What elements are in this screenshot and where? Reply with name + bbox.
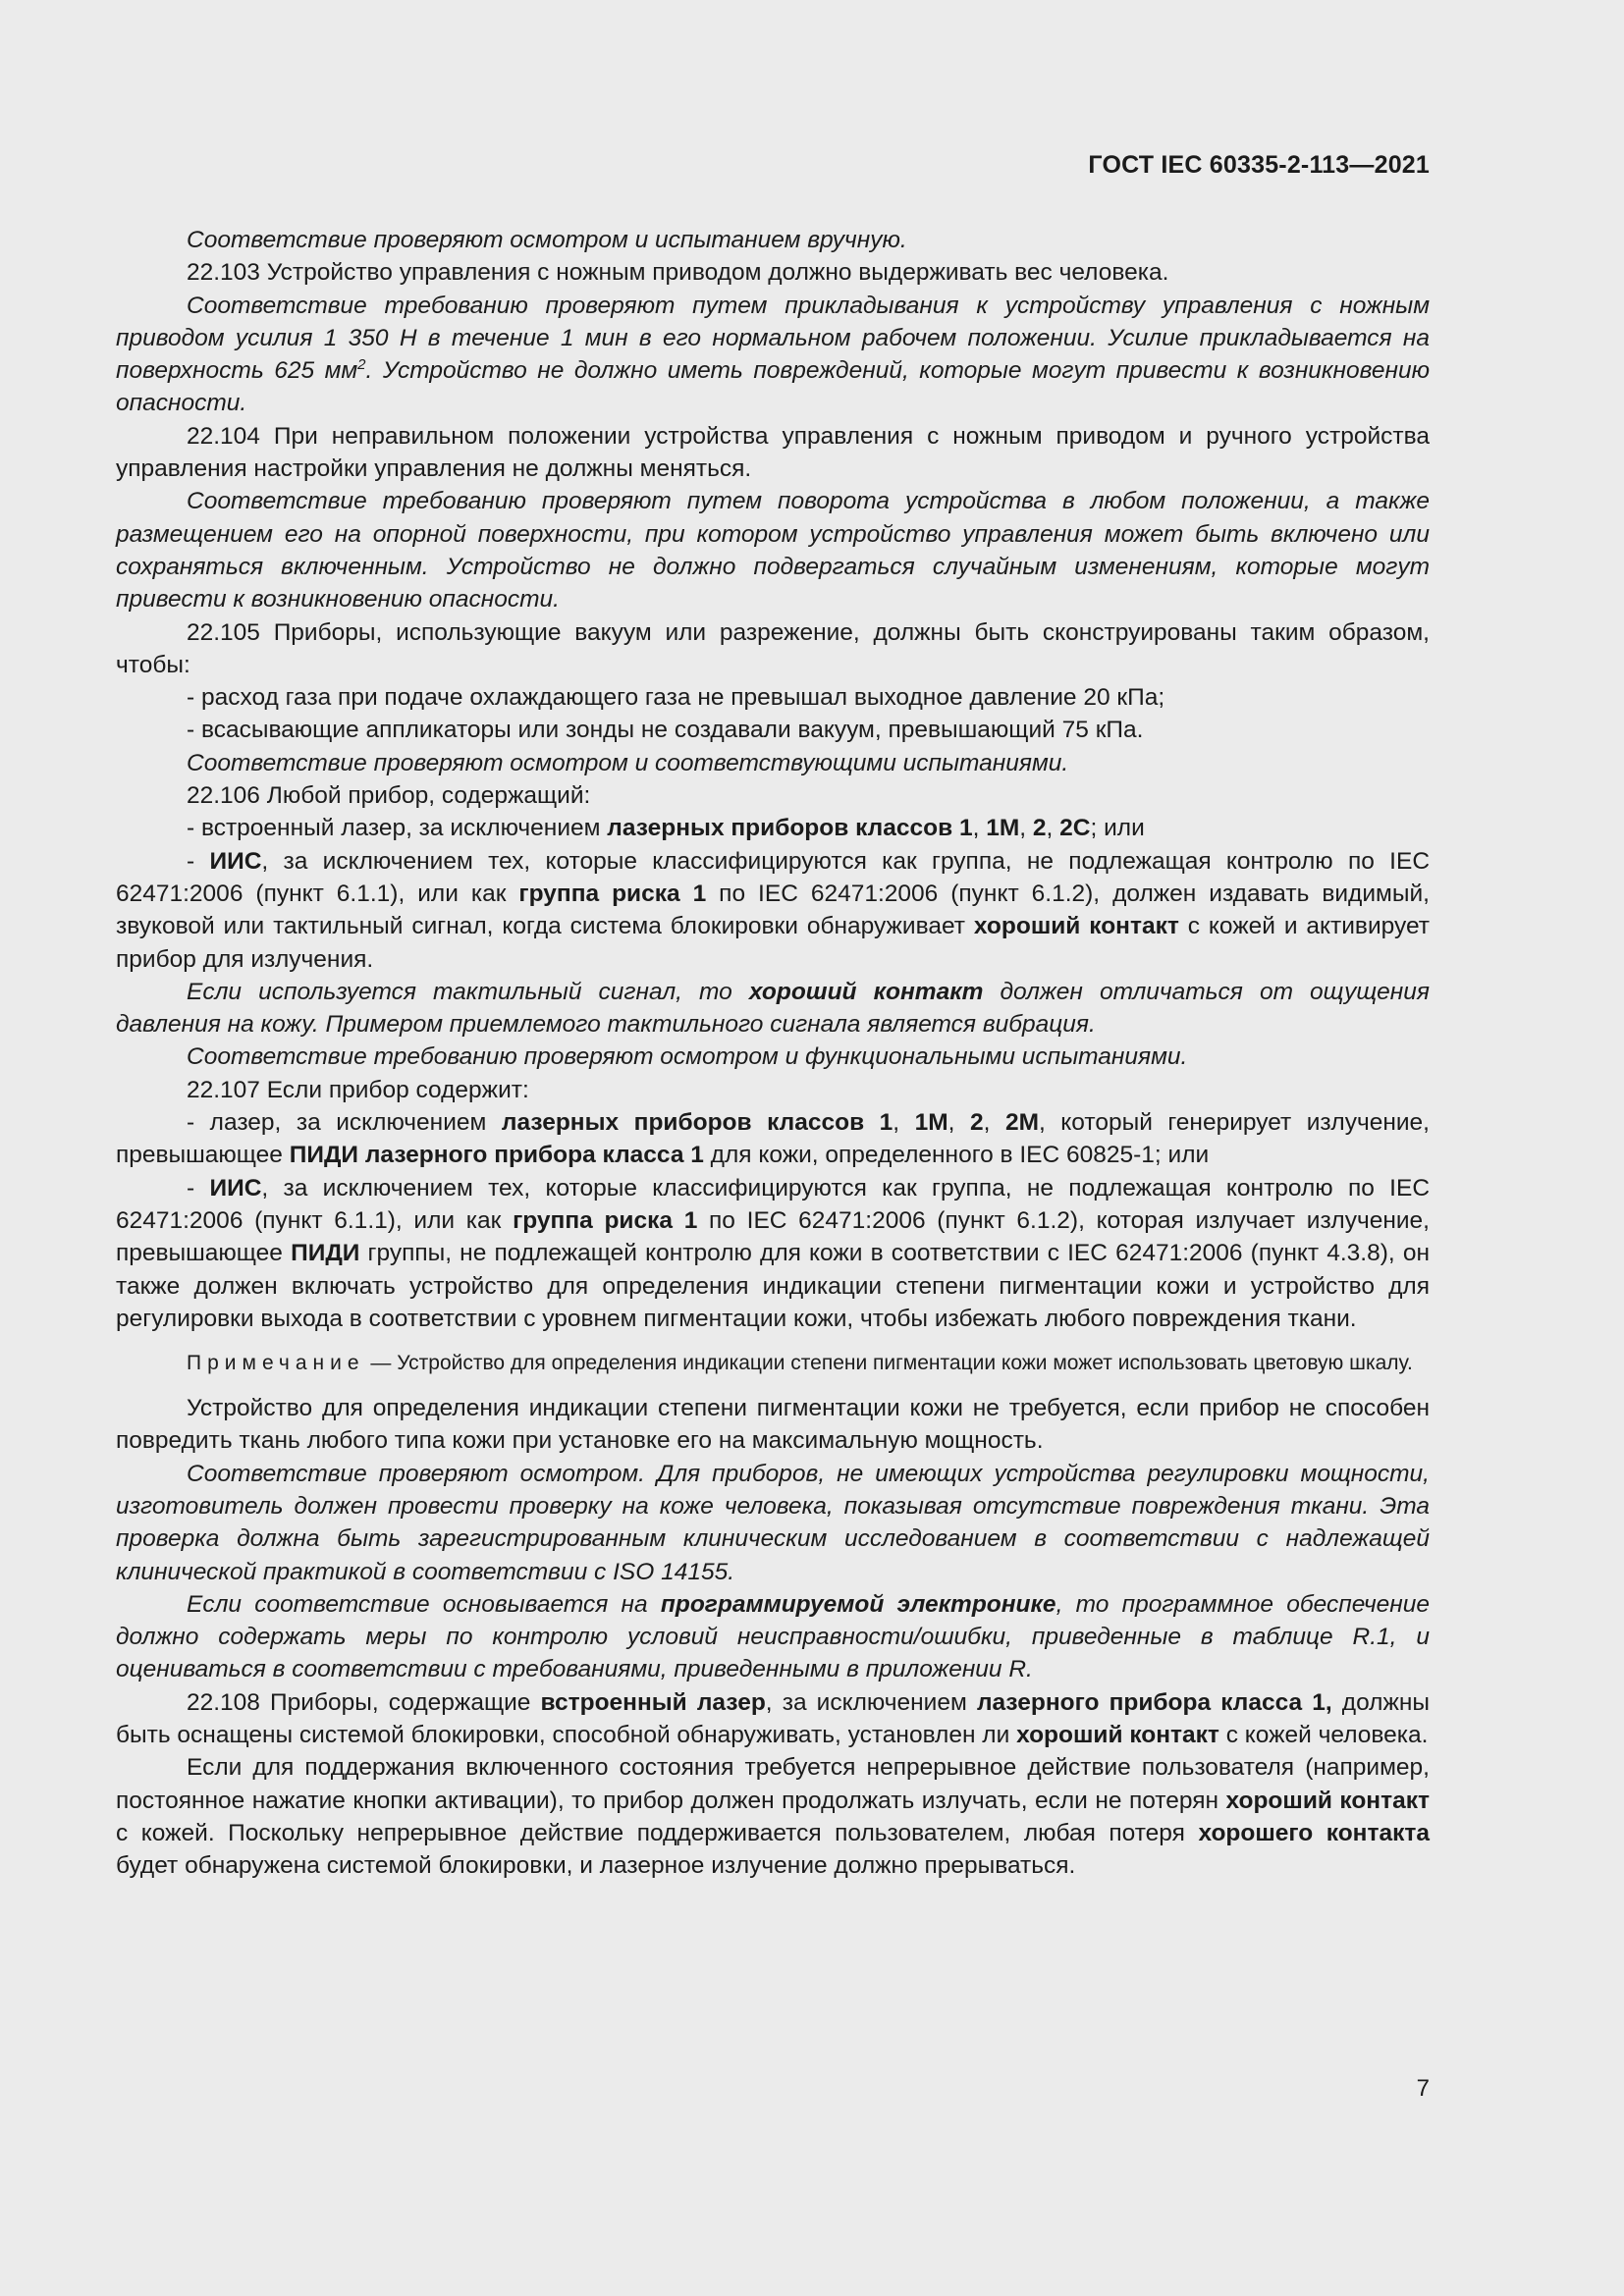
- paragraph-22-107: 22.107 Если прибор содержит:: [187, 1076, 529, 1103]
- note-block: Примечание — Устройство для определения индикации степени пигментации кожи может использовать цветовую шкалу.: [187, 1352, 1413, 1375]
- paragraph-compliance-functional: Соответствие требованию проверяют осмотром и функциональными испытаниями.: [187, 1043, 1188, 1071]
- list-item-iis-signal: - ИИС, за исключением тех, которые классифицируются как группа, не подлежащая контролю по IEC 62471:2006 (пункт 6.1.1), или как группа риска 1 по IEC 62471:2006 (пункт 6.1.2), должен издавать видимый, звуковой или тактильный сигнал, когда система блокировки обнаруживает хороший контакт с кожей и активирует прибор для излучения.: [116, 847, 1431, 973]
- paragraph-compliance-rotation: Соответствие требованию проверяют путем поворота устройства в любом положении, а также размещением его на опорной поверхности, при котором устройство управления может быть включено или сохраняться включенным. Устройство не должно подвергаться случайным изменениям, которые могут привести к возникновению опасности.: [116, 488, 1430, 614]
- document-code-header: ГОСТ IEC 60335-2-113—2021: [1088, 151, 1430, 179]
- list-item-built-in-laser: - встроенный лазер, за исключением лазерных приборов классов 1, 1М, 2, 2С; или: [187, 815, 1145, 842]
- paragraph-compliance-foot-control: Соответствие требованию проверяют путем прикладывания к устройству управления с ножным приводом усилия 1 350 Н в течение 1 мин в его нормальном рабочем положении. Усилие прикладывается на поверхность 625 $мм^2$. Устройство не должно иметь повреждений, которые могут привести к возникновению опасности.: [116, 292, 1431, 417]
- paragraph-22-108: 22.108 Приборы, содержащие встроенный лазер, за исключением лазерного прибора класса 1, должны быть оснащены системой блокировки, способной обнаруживать, установлен ли хороший контакт с кожей человека.: [116, 1688, 1431, 1749]
- list-item-iis-pigmentation: - ИИС, за исключением тех, которые классифицируются как группа, не подлежащая контролю по IEC 62471:2006 (пункт 6.1.1), или как группа риска 1 по IEC 62471:2006 (пункт 6.1.2), которая излучает излучение, превышающее ПИДИ группы, не подлежащей контролю для кожи в соответствии с IEC 62471:2006 (пункт 4.3.8), он также должен включать устройство для определения индикации степени пигментации кожи и устройство для регулировки выхода в соответствии с уровнем пигментации кожи, чтобы избежать любого повреждения ткани.: [116, 1174, 1431, 1332]
- page-number: 7: [1416, 2075, 1430, 2102]
- list-item-laser-emission: - лазер, за исключением лазерных приборов классов 1, 1М, 2, 2М, который генерирует излучение, превышающее ПИДИ лазерного прибора класса 1 для кожи, определенного в IEC 60825-1; или: [116, 1109, 1430, 1169]
- list-item-suction: - всасывающие аппликаторы или зонды не создавали вакуум, превышающий 75 кПа.: [187, 717, 1144, 744]
- list-item-gas-flow: - расход газа при подаче охлаждающего газа не превышал выходное давление 20 кПа;: [187, 684, 1165, 712]
- paragraph-22-106: 22.106 Любой прибор, содержащий:: [187, 782, 591, 810]
- superscript-2: 2: [357, 356, 366, 374]
- paragraph-22-104: 22.104 При неправильном положении устройства управления с ножным приводом и ручного устройства управления настройки управления не должны меняться.: [116, 422, 1430, 483]
- paragraph-pigmentation-not-required: Устройство для определения индикации степени пигментации кожи не требуется, если прибор не способен повредить ткань любого типа кожи при установке его на максимальную мощность.: [116, 1395, 1430, 1455]
- paragraph-tactile-signal: Если используется тактильный сигнал, то хороший контакт должен отличаться от ощущения давления на кожу. Примером приемлемого тактильного сигнала является вибрация.: [116, 978, 1430, 1039]
- paragraph-compliance-tests: Соответствие проверяют осмотром и соответствующими испытаниями.: [187, 749, 1069, 776]
- paragraph-programmable-electronics: Если соответствие основывается на программируемой электронике, то программное обеспечение должно содержать меры по контролю условий неисправности/ошибки, приведенные в таблице R.1, и оцениваться в соответствии с требованиями, приведенными в приложении R.: [116, 1590, 1430, 1683]
- paragraph-22-105: 22.105 Приборы, использующие вакуум или разрежение, должны быть сконструированы таким образом, чтобы:: [116, 618, 1430, 678]
- note-label: Примечание: [187, 1352, 365, 1375]
- paragraph-22-103: 22.103 Устройство управления с ножным приводом должно выдерживать вес человека.: [187, 259, 1169, 287]
- paragraph-continuous-action: Если для поддержания включенного состояния требуется непрерывное действие пользователя (например, постоянное нажатие кнопки активации), то прибор должен продолжать излучать, если не потерян хороший контакт с кожей. Поскольку непрерывное действие поддерживается пользователем, любая потеря хорошего контакта будет обнаружена системой блокировки, и лазерное излучение должно прерываться.: [116, 1754, 1430, 1880]
- paragraph-compliance-manual: Соответствие проверяют осмотром и испытанием вручную.: [187, 227, 907, 253]
- paragraph-compliance-clinical: Соответствие проверяют осмотром. Для приборов, не имеющих устройства регулировки мощности, изготовитель должен провести проверку на коже человека, показывая отсутствие повреждения ткани. Эта проверка должна быть зарегистрированным клиническим исследованием в соответствии с надлежащей клинической практикой в соответствии с ISO 14155.: [116, 1460, 1430, 1585]
- document-body: [116, 224, 1430, 1883]
- document-page: [116, 143, 1430, 2205]
